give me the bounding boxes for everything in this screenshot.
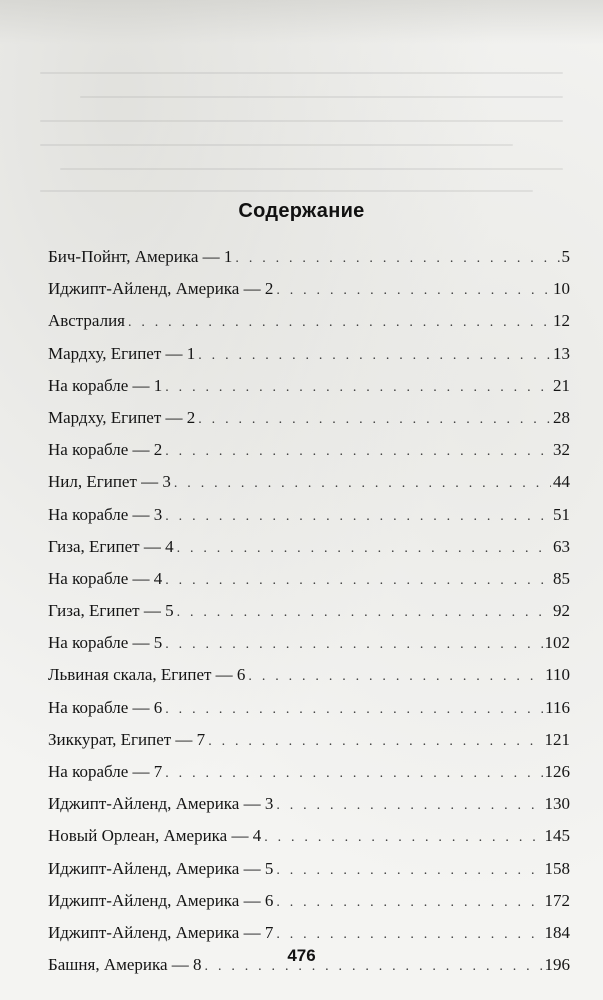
toc-entry-page: 102 [544, 633, 570, 653]
toc-entry-label: На корабле — 1 [48, 375, 163, 395]
toc-entry-label: Нил, Египет — 3 [48, 472, 171, 492]
toc-entry-label: Бич-Пойнт, Америка — 1 [48, 247, 233, 266]
toc-entry-label: Новый Орлеан, Америка — 4 [48, 826, 262, 846]
toc-entry[interactable] [48, 343, 570, 375]
toc-leader-dots [208, 731, 542, 753]
toc-entry[interactable] [48, 664, 570, 696]
toc-entry-page: 13 [553, 343, 570, 363]
toc-entry-page: 126 [544, 762, 570, 781]
toc-entry-page: 5 [561, 247, 570, 266]
bleed-through-line [60, 168, 563, 170]
toc-entry[interactable] [48, 858, 570, 890]
toc-entry[interactable] [48, 697, 570, 729]
toc-entry[interactable] [48, 407, 570, 439]
toc-entry[interactable] [48, 375, 570, 407]
toc-entry-label: Иджипт-Айленд, Америка — 7 [48, 922, 274, 942]
toc-entry[interactable] [48, 600, 570, 632]
toc-leader-dots [174, 473, 551, 495]
toc-entry[interactable] [48, 439, 570, 471]
toc-leader-dots [276, 860, 542, 882]
bleed-through-line [40, 72, 563, 74]
toc-entry-label: Гиза, Египет — 4 [48, 536, 174, 556]
toc-entry[interactable] [48, 471, 570, 503]
toc-leader-dots [165, 441, 551, 463]
toc-entry[interactable] [48, 729, 570, 761]
toc-entry-page: 85 [553, 568, 570, 588]
toc-entry-page: 92 [553, 601, 570, 621]
page-number: 476 [287, 946, 316, 965]
toc-leader-dots [165, 763, 542, 785]
toc-entry[interactable] [48, 246, 570, 278]
toc-leader-dots [264, 827, 542, 849]
toc-entry-label: На корабле — 5 [48, 633, 163, 653]
toc-entry-label: На корабле — 4 [48, 568, 163, 588]
toc-entry-label: Львиная скала, Египет — 6 [48, 665, 246, 685]
toc-entry-page: 116 [545, 697, 570, 717]
toc-entry[interactable] [48, 568, 570, 600]
toc-leader-dots [235, 248, 559, 270]
toc-leader-dots [276, 795, 542, 817]
table-of-contents [48, 246, 570, 986]
toc-entry[interactable] [48, 825, 570, 857]
toc-entry[interactable] [48, 793, 570, 825]
toc-entry-label: Гиза, Египет — 5 [48, 601, 174, 621]
toc-leader-dots [198, 345, 551, 367]
toc-entry-page: 158 [544, 858, 570, 878]
toc-entry[interactable] [48, 536, 570, 568]
toc-entry-label: На корабле — 7 [48, 762, 163, 781]
toc-entry-page: 196 [544, 955, 570, 975]
toc-entry-page: 63 [553, 536, 570, 556]
toc-leader-dots [128, 312, 551, 334]
toc-entry-page: 110 [545, 665, 570, 685]
toc-entry-page: 172 [544, 890, 570, 910]
toc-entry-page: 21 [553, 375, 570, 395]
toc-entry-label: Зиккурат, Египет — 7 [48, 729, 206, 749]
toc-entry[interactable] [48, 278, 570, 310]
toc-entry-label: Иджипт-Айленд, Америка — 5 [48, 858, 274, 878]
toc-entry-page: 44 [553, 472, 570, 492]
toc-entry-label: Иджипт-Айленд, Америка — 6 [48, 890, 274, 910]
toc-leader-dots [248, 666, 543, 688]
bleed-through-line [40, 120, 563, 122]
toc-entry-label: На корабле — 2 [48, 440, 163, 460]
toc-entry-label: Мардху, Египет — 2 [48, 407, 196, 427]
toc-entry[interactable] [48, 310, 570, 342]
bleed-through-line [80, 96, 563, 98]
toc-entry-page: 28 [553, 407, 570, 427]
toc-entry-label: Мардху, Египет — 1 [48, 343, 196, 363]
toc-title: Содержание [238, 200, 365, 222]
toc-entry-page: 184 [544, 922, 570, 942]
toc-entry-label: На корабле — 6 [48, 697, 163, 717]
toc-leader-dots [165, 570, 551, 592]
toc-entry-label: Иджипт-Айленд, Америка — 2 [48, 279, 274, 299]
toc-entry-page: 130 [544, 794, 570, 814]
toc-leader-dots [165, 506, 551, 528]
toc-leader-dots [165, 634, 542, 656]
toc-entry[interactable] [48, 504, 570, 536]
toc-entry-page: 10 [553, 279, 570, 299]
toc-entry[interactable] [48, 761, 570, 793]
toc-leader-dots [276, 280, 551, 302]
bleed-through-line [40, 144, 513, 146]
toc-entry[interactable] [48, 890, 570, 922]
toc-leader-dots [177, 538, 551, 560]
toc-entry-page: 12 [553, 311, 570, 331]
toc-leader-dots [276, 924, 542, 946]
toc-leader-dots [198, 409, 551, 431]
page-top-shadow [0, 0, 603, 44]
toc-entry-page: 32 [553, 440, 570, 460]
toc-entry-page: 51 [553, 504, 570, 524]
toc-entry-label: Австралия [48, 311, 125, 331]
toc-entry[interactable] [48, 632, 570, 664]
toc-leader-dots [276, 892, 542, 914]
toc-entry-label: Иджипт-Айленд, Америка — 3 [48, 794, 274, 814]
toc-leader-dots [165, 699, 543, 721]
bleed-through-line [40, 190, 533, 192]
toc-entry-label: На корабле — 3 [48, 504, 163, 524]
toc-leader-dots [177, 602, 551, 624]
toc-entry-page: 145 [544, 826, 570, 846]
toc-entry-page: 121 [544, 729, 570, 749]
toc-leader-dots [165, 377, 551, 399]
toc-entry-label: Башня, Америка — 8 [48, 955, 202, 975]
